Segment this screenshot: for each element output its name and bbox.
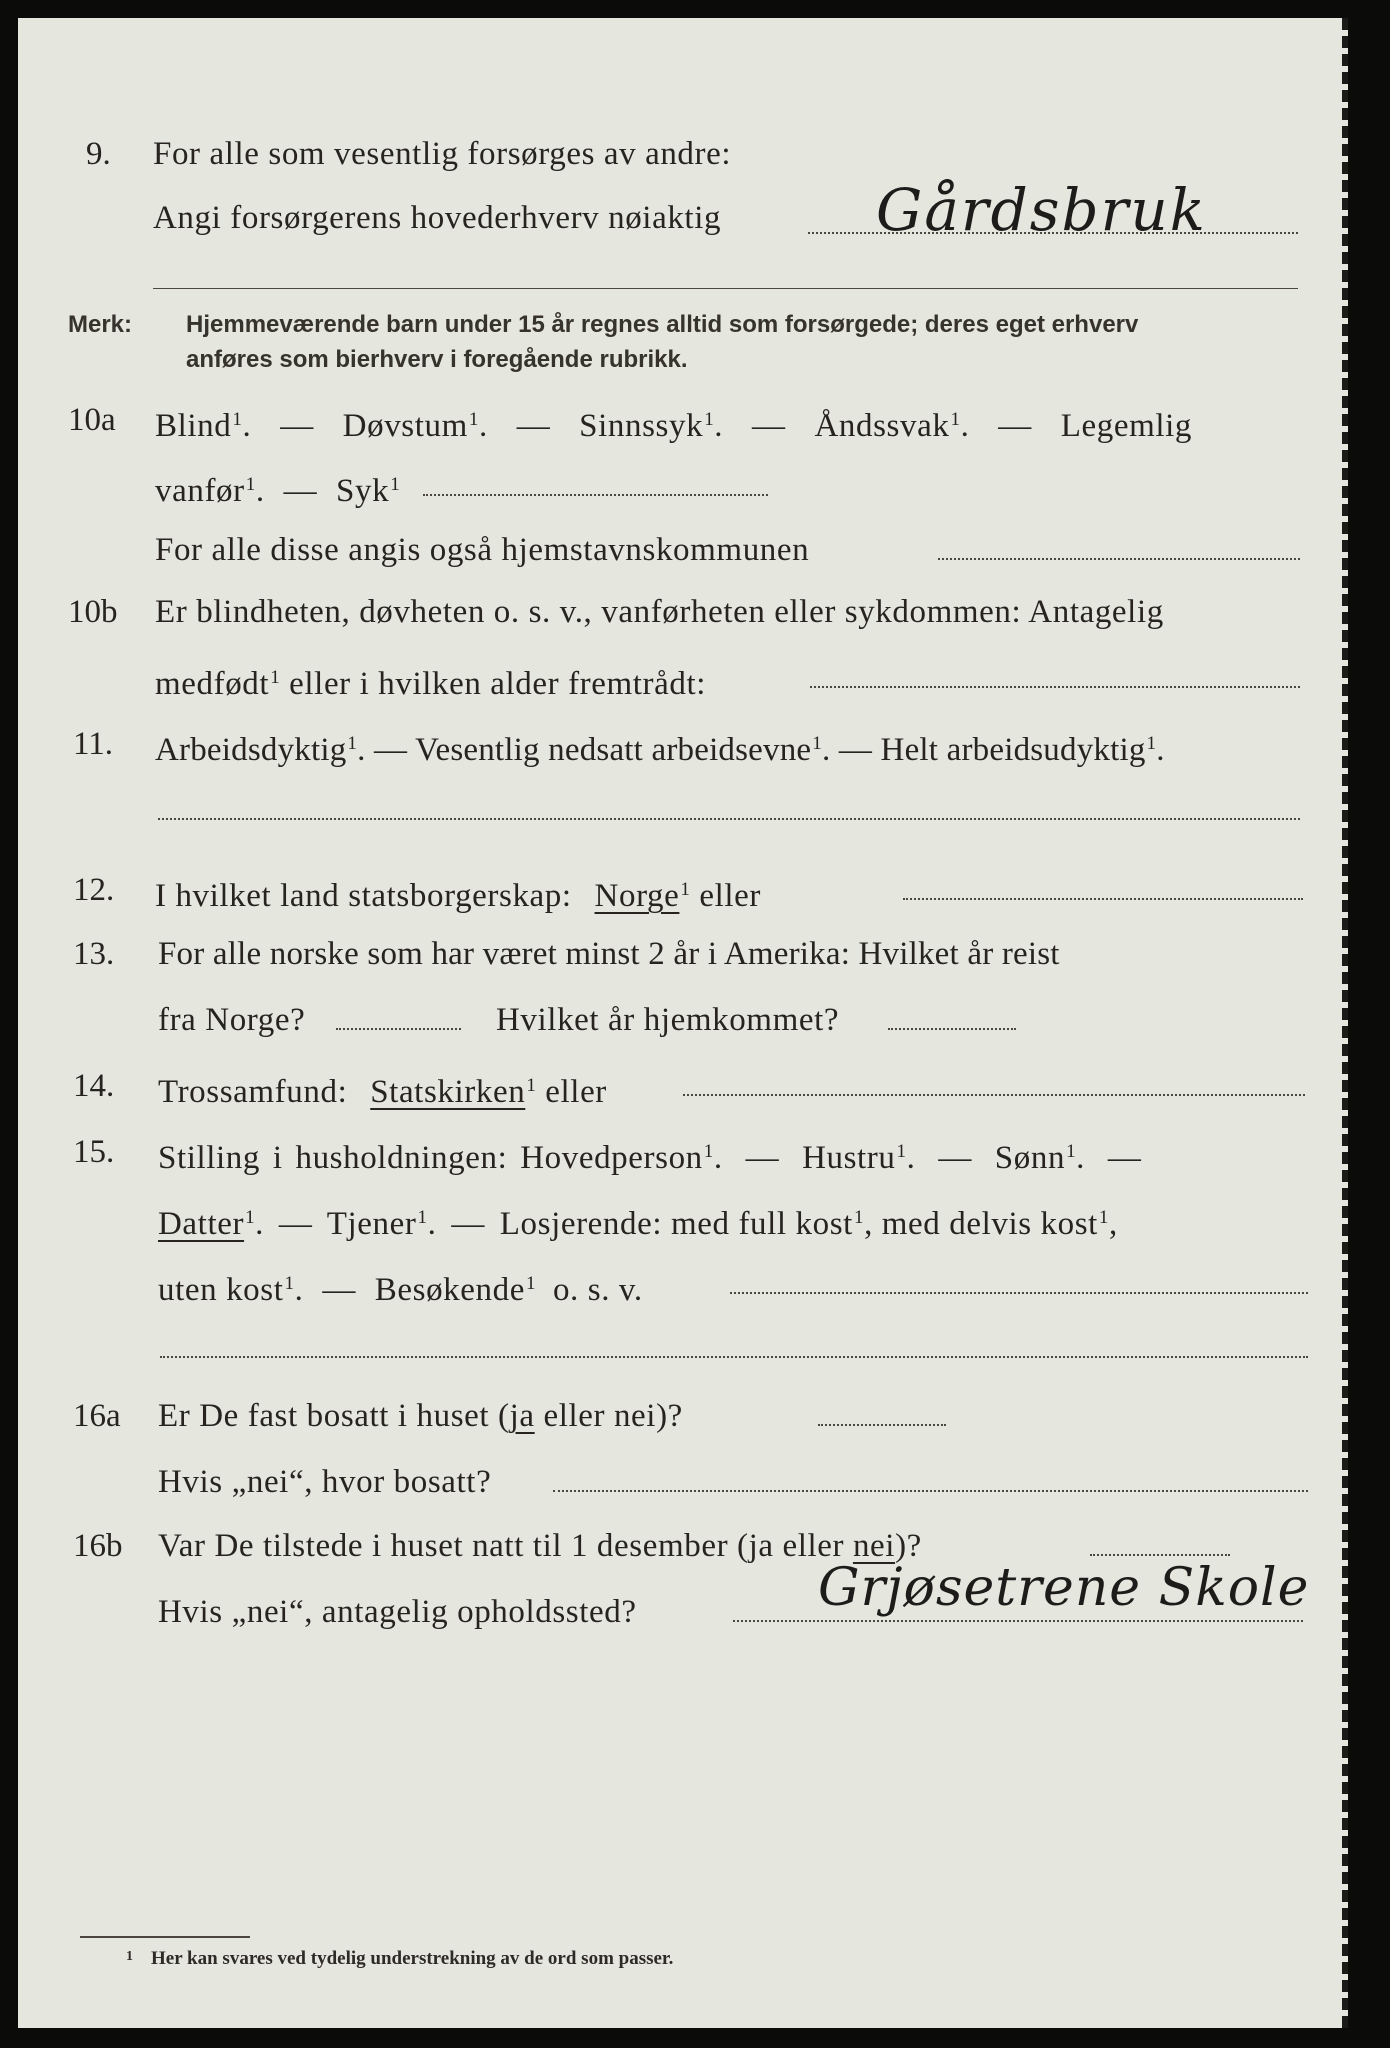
q9-line2: Angi forsørgerens hovederhverv nøiaktig [153,200,722,236]
opt-sonn: Sønn [994,1140,1066,1176]
dash: — [752,408,786,444]
sup: 1 [417,1207,428,1228]
census-form-page [18,18,1348,2028]
q14-line [158,1066,607,1112]
dash: — [322,1272,356,1308]
sup: 1 [703,1141,714,1162]
opt-nedsatt: Vesentlig nedsatt arbeidsevne [415,732,812,768]
q14-number: 14. [73,1068,115,1104]
opt-udyktig: Helt arbeidsudyktig [880,732,1146,768]
q13-line1: For alle norske som har været minst 2 år i Amerika: Hvilket år reist [158,936,1060,972]
q16a-number: 16a [73,1398,121,1434]
q16b-text-a: Var De tilstede i huset natt til 1 desember (ja eller [158,1528,853,1564]
sup: 1 [468,409,479,430]
q12-eller: eller [699,878,761,914]
sup: 1 [1066,1141,1077,1162]
sup: 1 [853,1207,865,1228]
opt-sinnssyk: Sinnssyk [579,408,704,444]
dash: — [938,1140,972,1176]
q13-hjemkommet-line [888,1028,1016,1030]
q10a-number: 10a [68,402,116,438]
q9-handwritten-answer: Gårdsbruk [876,176,1207,244]
sup: 1 [896,1141,907,1162]
opt-norge-underlined: Norge [594,878,680,914]
q16a-bosatt-line [553,1490,1308,1492]
q12-line [155,870,761,916]
sup: 1 [245,474,256,495]
q16b-line1 [158,1526,922,1566]
opt-legemlig: Legemlig [1060,408,1193,444]
opt-arbeidsdyktig: Arbeidsdyktig [155,732,347,768]
q13-reist-line [336,1028,461,1030]
q10a-hjemstavn-line [938,558,1300,560]
q12-answer-line [903,898,1303,900]
q10b-number: 10b [68,594,118,630]
q15-line2: Datter$^1$. — Tjener$^1$. — Losjerende: med full kost$^1$, med delvis kost$^1$, [158,1206,1118,1242]
period: . [713,1140,723,1176]
sup: 1 [284,1273,295,1294]
opt-besokende: Besøkende [374,1272,525,1308]
opt-medfodt: medfødt [155,666,270,702]
q13-line2a: fra Norge? [158,1002,306,1038]
q11-answer-line [158,818,1300,820]
q9-number: 9. [86,136,111,172]
period: . [255,1206,265,1242]
q11-number: 11. [73,726,114,762]
footnote-rule [80,1936,250,1938]
q15-answer-line [730,1292,1308,1294]
q16a-answer-line [818,1424,946,1426]
q14-answer-line [683,1094,1305,1096]
period: . [427,1206,437,1242]
period: . [714,408,724,444]
sup: 1 [812,733,822,754]
sup: 1 [525,1273,537,1294]
q9-extra-line [153,288,1298,289]
dash: — [278,1206,313,1242]
opt-syk: Syk [336,473,390,509]
sup: 1 [704,409,715,430]
q16b-opholdssted-line [733,1620,1303,1622]
sup: 1 [1098,1207,1110,1228]
opt-ja-underlined: ja [509,1398,535,1434]
q16b-number: 16b [73,1528,123,1564]
q13-number: 13. [73,936,115,972]
q10a-line1 [155,400,1192,446]
sup: 1 [680,879,691,900]
period: . [1076,1140,1086,1176]
footnote [126,1948,673,1970]
opt-dovstum: Døvstum [342,408,468,444]
q15-line3 [158,1264,643,1310]
opt-vanfor: vanfør [155,473,245,509]
opt-uten-kost: uten kost [158,1272,284,1308]
opt-datter-underlined: Datter [158,1206,245,1242]
dash: — [1107,1140,1142,1176]
q15-number: 15. [73,1134,115,1170]
sup: 1 [347,733,358,754]
q10a-line2 [155,465,400,511]
sup: 1 [390,474,401,495]
q16a-line2: Hvis „nei“, hvor bosatt? [158,1464,492,1500]
q10a-line3: For alle disse angis også hjemstavnskommunen [155,532,810,568]
opt-blind: Blind [155,408,232,444]
q15-extra-line [160,1356,1308,1358]
opt-hustru: Hustru [802,1140,896,1176]
opt-hovedperson: Stilling i husholdningen: Hovedperson [158,1140,703,1176]
merk-label: Merk: [68,311,133,338]
dash: — [451,1206,485,1242]
q15-osv: o. s. v. [552,1272,643,1308]
q10a-syk-line [423,494,768,496]
sup: 1 [950,409,961,430]
merk-line1: Hjemmeværende barn under 15 år regnes alltid som forsørgede; deres eget erhverv [186,311,1139,338]
q11-line1 [155,724,1165,770]
q16b-answer-line [1090,1554,1230,1556]
q16a-line1 [158,1396,683,1436]
opt-andssvak: Åndssvak [814,408,950,444]
period: . [357,732,366,768]
q10b-line2b: eller i hvilken alder fremtrådt: [289,666,707,702]
period: . [960,408,970,444]
period: . [294,1272,304,1308]
dash: — [516,408,551,444]
period: . [242,408,252,444]
q10b-line1: Er blindheten, døvheten o. s. v., vanførheten eller sykdommen: Antagelig [155,594,1164,630]
opt-statskirken-underlined: Statskirken [370,1074,526,1110]
dash: — [998,408,1032,444]
period: . [821,732,831,768]
dash: — [280,408,314,444]
dash: — [374,732,408,768]
opt-delvis-kost: med delvis kost [881,1206,1098,1242]
sup: 1 [1146,733,1157,754]
dash: — [838,732,873,768]
q12-text: I hvilket land statsborgerskap: [155,878,572,914]
footnote-mark: 1 [126,1949,133,1964]
sup: 1 [526,1075,537,1096]
q16a-text-a: Er De fast bosatt i huset ( [158,1398,510,1434]
sup: 1 [232,409,243,430]
dash: — [745,1140,780,1176]
sup: 1 [270,667,281,688]
q9-line1: For alle som vesentlig forsørges av andre: [153,136,732,172]
q16b-text-b: )? [895,1528,922,1564]
period: . [255,473,265,509]
q14-text: Trossamfund: [158,1074,348,1110]
q13-line2b: Hvilket år hjemkommet? [496,1002,840,1038]
period: . [1156,732,1165,768]
q14-eller: eller [545,1074,607,1110]
dash: — [283,473,318,509]
q15-line1 [158,1132,1142,1178]
merk-line2: anføres som bierhverv i foregående rubrikk. [186,346,688,373]
opt-nei-underlined: nei [852,1528,896,1564]
sup: 1 [245,1207,256,1228]
q16a-text-b: eller nei)? [534,1398,683,1434]
footnote-text: Her kan svares ved tydelig understrekning av de ord som passer. [151,1948,674,1969]
q10b-line2 [155,658,706,704]
period: . [906,1140,916,1176]
q12-number: 12. [73,872,115,908]
q16b-handwritten-answer: Grjøsetrene Skole [818,1558,1310,1618]
opt-tjener: Tjener [326,1206,417,1242]
period: . [478,408,488,444]
q16b-line2: Hvis „nei“, antagelig opholdssted? [158,1594,637,1630]
opt-full-kost: Losjerende: med full kost [499,1206,853,1242]
q10b-answer-line [810,686,1300,688]
